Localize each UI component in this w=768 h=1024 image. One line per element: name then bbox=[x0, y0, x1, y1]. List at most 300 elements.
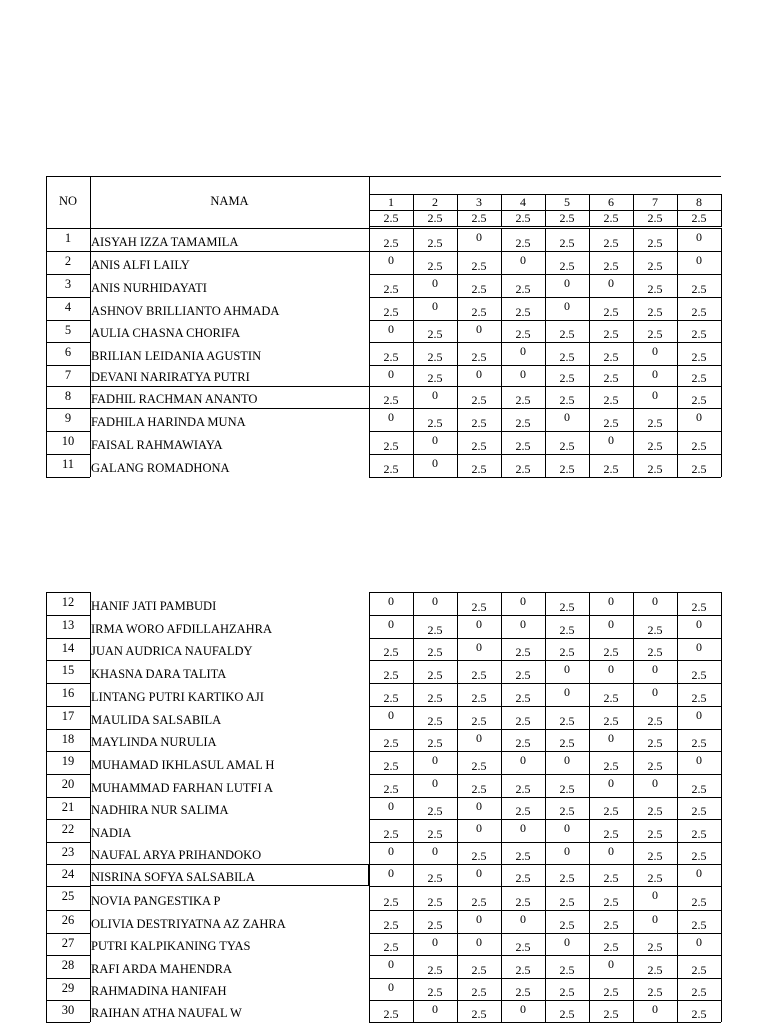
score-cell: 0 bbox=[476, 367, 482, 381]
score-cell: 0 bbox=[476, 799, 482, 813]
block-bottom-score-border bbox=[369, 1022, 721, 1023]
score-cell: 2.5 bbox=[515, 804, 531, 818]
score-cell: 2.5 bbox=[647, 985, 663, 999]
row-no-border bbox=[46, 1000, 90, 1001]
score-cell: 2.5 bbox=[515, 439, 531, 453]
score-cell: 2.5 bbox=[427, 623, 443, 637]
score-cell: 2.5 bbox=[647, 940, 663, 954]
student-name: NAUFAL ARYA PRIHANDOKO bbox=[91, 848, 262, 862]
column-number-label: 3 bbox=[476, 195, 482, 209]
row-number: 12 bbox=[61, 595, 75, 609]
score-cell: 2.5 bbox=[559, 895, 575, 909]
score-cell: 2.5 bbox=[383, 439, 399, 453]
column-weight-label: 2.5 bbox=[427, 211, 443, 225]
score-cell: 0 bbox=[476, 912, 482, 926]
score-cell: 2.5 bbox=[383, 827, 399, 841]
score-cell: 0 bbox=[608, 957, 614, 971]
score-cell: 0 bbox=[388, 322, 394, 336]
row-score-border bbox=[369, 933, 721, 934]
score-cell: 2.5 bbox=[471, 782, 487, 796]
score-cell: 2.5 bbox=[647, 282, 663, 296]
student-name: NOVIA PANGESTIKA P bbox=[91, 894, 221, 908]
score-cell: 2.5 bbox=[471, 393, 487, 407]
score-cell: 2.5 bbox=[427, 804, 443, 818]
score-cell: 2.5 bbox=[515, 782, 531, 796]
student-name: JUAN AUDRICA NAUFALDY bbox=[91, 644, 253, 658]
row-no-border bbox=[46, 386, 90, 387]
score-cell: 2.5 bbox=[691, 600, 707, 614]
column-number-label: 7 bbox=[652, 195, 658, 209]
score-cell: 2.5 bbox=[515, 871, 531, 885]
row-score-border bbox=[369, 386, 721, 387]
score-cell: 2.5 bbox=[383, 759, 399, 773]
score-cell: 2.5 bbox=[559, 259, 575, 273]
score-cell: 2.5 bbox=[471, 600, 487, 614]
row-no-border bbox=[46, 706, 90, 707]
score-cell: 0 bbox=[564, 935, 570, 949]
row-no-border bbox=[46, 251, 90, 252]
score-cell: 2.5 bbox=[471, 416, 487, 430]
row-number: 25 bbox=[61, 889, 75, 903]
score-cell: 2.5 bbox=[471, 849, 487, 863]
score-cell: 2.5 bbox=[647, 849, 663, 863]
score-cell: 0 bbox=[696, 230, 702, 244]
score-cell: 2.5 bbox=[559, 327, 575, 341]
block-right-border bbox=[721, 228, 722, 477]
row-number: 30 bbox=[61, 1003, 75, 1017]
row-score-border bbox=[369, 729, 721, 730]
score-cell: 2.5 bbox=[471, 963, 487, 977]
row-no-border bbox=[46, 660, 90, 661]
student-name: FAISAL RAHMAWIAYA bbox=[91, 438, 223, 452]
score-cell: 2.5 bbox=[603, 416, 619, 430]
row-no-border bbox=[46, 342, 90, 343]
score-cell: 2.5 bbox=[647, 871, 663, 885]
score-cell: 0 bbox=[652, 594, 658, 608]
score-cell: 2.5 bbox=[515, 327, 531, 341]
score-cell: 0 bbox=[432, 388, 438, 402]
student-name: MUHAMMAD FARHAN LUTFI A bbox=[91, 781, 274, 795]
score-cell: 2.5 bbox=[559, 462, 575, 476]
score-cell: 2.5 bbox=[427, 985, 443, 999]
score-cell: 0 bbox=[696, 617, 702, 631]
score-cell: 2.5 bbox=[515, 940, 531, 954]
column-weight-label: 2.5 bbox=[647, 211, 663, 225]
row-score-border bbox=[369, 774, 721, 775]
score-cell: 2.5 bbox=[427, 736, 443, 750]
row-score-border bbox=[369, 660, 721, 661]
header-bottom-border bbox=[46, 228, 370, 229]
score-cell: 0 bbox=[476, 821, 482, 835]
score-cell: 0 bbox=[520, 344, 526, 358]
score-cell: 2.5 bbox=[515, 236, 531, 250]
score-cell: 2.5 bbox=[603, 393, 619, 407]
score-cell: 0 bbox=[388, 708, 394, 722]
row-number: 11 bbox=[61, 457, 75, 471]
score-cell: 2.5 bbox=[559, 871, 575, 885]
row-no-border bbox=[46, 797, 90, 798]
score-cell: 0 bbox=[652, 662, 658, 676]
score-cell: 2.5 bbox=[471, 439, 487, 453]
row-score-border bbox=[369, 683, 721, 684]
score-cell: 2.5 bbox=[647, 236, 663, 250]
score-cell: 2.5 bbox=[383, 305, 399, 319]
score-cell: 2.5 bbox=[691, 827, 707, 841]
score-cell: 2.5 bbox=[603, 827, 619, 841]
row-no-border bbox=[46, 408, 90, 409]
row-no-border bbox=[46, 886, 90, 887]
row-no-border bbox=[46, 320, 90, 321]
score-cell: 2.5 bbox=[383, 1007, 399, 1021]
score-cell: 2.5 bbox=[471, 282, 487, 296]
row-no-border bbox=[46, 274, 90, 275]
score-cell: 2.5 bbox=[603, 350, 619, 364]
column-number-label: 4 bbox=[520, 195, 526, 209]
score-cell: 2.5 bbox=[427, 827, 443, 841]
score-cell: 2.5 bbox=[559, 804, 575, 818]
row-no-border bbox=[46, 751, 90, 752]
block-bottom-no-border bbox=[46, 1022, 90, 1023]
score-cell: 2.5 bbox=[559, 439, 575, 453]
row-number: 6 bbox=[64, 345, 72, 359]
row-number: 26 bbox=[61, 913, 75, 927]
header-right-border bbox=[721, 194, 722, 227]
score-cell: 2.5 bbox=[691, 691, 707, 705]
score-cell: 0 bbox=[520, 367, 526, 381]
score-cell: 0 bbox=[652, 344, 658, 358]
score-cell: 0 bbox=[564, 410, 570, 424]
score-cell: 0 bbox=[432, 299, 438, 313]
student-name: FADHILA HARINDA MUNA bbox=[91, 415, 246, 429]
score-cell: 2.5 bbox=[647, 645, 663, 659]
score-cell: 0 bbox=[388, 253, 394, 267]
score-cell: 2.5 bbox=[471, 462, 487, 476]
score-cell: 2.5 bbox=[471, 759, 487, 773]
row-number: 27 bbox=[61, 936, 75, 950]
score-cell: 2.5 bbox=[691, 350, 707, 364]
row-number: 3 bbox=[64, 277, 72, 291]
row-score-border bbox=[369, 431, 721, 432]
score-cell: 2.5 bbox=[603, 305, 619, 319]
row-score-border bbox=[369, 910, 721, 911]
row-score-border bbox=[369, 320, 721, 321]
score-cell: 2.5 bbox=[383, 782, 399, 796]
student-name: DEVANI NARIRATYA PUTRI bbox=[91, 370, 250, 384]
student-name: AULIA CHASNA CHORIFA bbox=[91, 326, 241, 340]
score-cell: 2.5 bbox=[691, 371, 707, 385]
score-cell: 2.5 bbox=[515, 393, 531, 407]
score-cell: 2.5 bbox=[603, 871, 619, 885]
score-cell: 2.5 bbox=[691, 782, 707, 796]
score-cell: 2.5 bbox=[515, 645, 531, 659]
block-bottom-no-border bbox=[46, 477, 90, 478]
score-cell: 2.5 bbox=[427, 918, 443, 932]
score-cell: 2.5 bbox=[559, 600, 575, 614]
name-underline bbox=[90, 386, 369, 387]
row-no-border bbox=[46, 819, 90, 820]
row-number: 18 bbox=[61, 732, 75, 746]
row-score-border bbox=[369, 592, 721, 593]
row-score-border bbox=[369, 797, 721, 798]
column-number-label: 2 bbox=[432, 195, 438, 209]
column-weight-label: 2.5 bbox=[559, 211, 575, 225]
score-cell: 2.5 bbox=[471, 714, 487, 728]
row-score-border bbox=[369, 274, 721, 275]
score-cell: 0 bbox=[608, 844, 614, 858]
score-cell: 0 bbox=[432, 1002, 438, 1016]
no-column-header: NO bbox=[58, 194, 78, 208]
score-cell: 0 bbox=[608, 594, 614, 608]
row-no-border bbox=[46, 842, 90, 843]
score-cell: 2.5 bbox=[515, 282, 531, 296]
score-cell: 2.5 bbox=[603, 691, 619, 705]
score-cell: 0 bbox=[476, 731, 482, 745]
score-cell: 2.5 bbox=[471, 1007, 487, 1021]
student-name: KHASNA DARA TALITA bbox=[91, 667, 227, 681]
score-cell: 2.5 bbox=[647, 259, 663, 273]
row-no-border bbox=[46, 228, 90, 229]
score-cell: 2.5 bbox=[647, 827, 663, 841]
row-score-border bbox=[369, 819, 721, 820]
score-cell: 2.5 bbox=[691, 327, 707, 341]
score-cell: 2.5 bbox=[471, 985, 487, 999]
score-cell: 2.5 bbox=[603, 462, 619, 476]
score-cell: 0 bbox=[520, 594, 526, 608]
score-cell: 2.5 bbox=[515, 305, 531, 319]
row-number: 1 bbox=[64, 231, 72, 245]
score-cell: 0 bbox=[388, 367, 394, 381]
score-cell: 2.5 bbox=[427, 259, 443, 273]
student-name: GALANG ROMADHONA bbox=[91, 461, 230, 475]
score-cell: 2.5 bbox=[647, 327, 663, 341]
score-cell: 0 bbox=[520, 253, 526, 267]
score-cell: 0 bbox=[432, 433, 438, 447]
score-cell: 0 bbox=[432, 776, 438, 790]
score-cell: 2.5 bbox=[603, 327, 619, 341]
row-score-border bbox=[369, 842, 721, 843]
score-cell: 0 bbox=[696, 640, 702, 654]
row-number: 20 bbox=[61, 777, 75, 791]
score-cell: 2.5 bbox=[647, 736, 663, 750]
row-no-border bbox=[46, 297, 90, 298]
score-cell: 2.5 bbox=[383, 350, 399, 364]
row-number: 15 bbox=[61, 663, 75, 677]
row-no-border bbox=[46, 454, 90, 455]
student-name: FADHIL RACHMAN ANANTO bbox=[91, 392, 258, 406]
score-cell: 0 bbox=[608, 276, 614, 290]
student-name: ANIS ALFI LAILY bbox=[91, 258, 190, 272]
score-cell: 0 bbox=[608, 776, 614, 790]
column-weight-label: 2.5 bbox=[603, 211, 619, 225]
row-score-border bbox=[369, 864, 721, 865]
score-cell: 2.5 bbox=[427, 371, 443, 385]
score-cell: 2.5 bbox=[383, 645, 399, 659]
column-weight-label: 2.5 bbox=[383, 211, 399, 225]
column-weight-label: 2.5 bbox=[515, 211, 531, 225]
score-cell: 0 bbox=[432, 935, 438, 949]
row-number: 23 bbox=[61, 845, 75, 859]
row-number: 5 bbox=[64, 323, 72, 337]
score-cell: 0 bbox=[652, 912, 658, 926]
student-name: BRILIAN LEIDANIA AGUSTIN bbox=[91, 349, 262, 363]
score-cell: 2.5 bbox=[559, 393, 575, 407]
column-weight-label: 2.5 bbox=[471, 211, 487, 225]
score-cell: 2.5 bbox=[515, 462, 531, 476]
score-cell: 2.5 bbox=[647, 714, 663, 728]
score-cell: 2.5 bbox=[427, 691, 443, 705]
score-cell: 0 bbox=[608, 662, 614, 676]
score-cell: 2.5 bbox=[427, 416, 443, 430]
row-no-border bbox=[46, 933, 90, 934]
student-name: NADIA bbox=[91, 826, 132, 840]
score-header-top-border bbox=[369, 176, 721, 177]
score-cell: 2.5 bbox=[515, 714, 531, 728]
row-no-border bbox=[46, 774, 90, 775]
row-number: 22 bbox=[61, 822, 75, 836]
score-cell: 0 bbox=[564, 844, 570, 858]
row-number: 21 bbox=[61, 800, 75, 814]
score-cell: 2.5 bbox=[427, 645, 443, 659]
score-cell: 0 bbox=[608, 731, 614, 745]
score-cell: 2.5 bbox=[603, 645, 619, 659]
score-cell: 0 bbox=[652, 1002, 658, 1016]
row-number: 29 bbox=[61, 981, 75, 995]
row-no-border bbox=[46, 729, 90, 730]
row-number: 10 bbox=[61, 434, 75, 448]
score-cell: 0 bbox=[520, 912, 526, 926]
student-name: ASHNOV BRILLIANTO AHMADA bbox=[91, 304, 280, 318]
row-no-border bbox=[46, 431, 90, 432]
score-cell: 2.5 bbox=[691, 282, 707, 296]
score-cell: 0 bbox=[520, 821, 526, 835]
score-cell: 0 bbox=[520, 753, 526, 767]
student-name: NISRINA SOFYA SALSABILA bbox=[91, 870, 255, 884]
score-cell: 2.5 bbox=[427, 963, 443, 977]
score-cell: 2.5 bbox=[471, 895, 487, 909]
column-number-label: 5 bbox=[564, 195, 570, 209]
score-cell: 0 bbox=[696, 866, 702, 880]
score-cell: 2.5 bbox=[471, 350, 487, 364]
column-weight-label: 2.5 bbox=[691, 211, 707, 225]
column-number-label: 8 bbox=[696, 195, 702, 209]
score-cell: 2.5 bbox=[647, 416, 663, 430]
score-cell: 2.5 bbox=[383, 668, 399, 682]
score-cell: 0 bbox=[652, 776, 658, 790]
score-cell: 0 bbox=[652, 388, 658, 402]
score-cell: 2.5 bbox=[383, 940, 399, 954]
score-cell: 0 bbox=[608, 433, 614, 447]
student-name: MUHAMAD IKHLASUL AMAL H bbox=[91, 758, 275, 772]
score-cell: 0 bbox=[476, 935, 482, 949]
score-cell: 2.5 bbox=[559, 736, 575, 750]
score-cell: 0 bbox=[432, 753, 438, 767]
score-cell: 0 bbox=[388, 844, 394, 858]
score-cell: 2.5 bbox=[383, 282, 399, 296]
row-number: 24 bbox=[61, 867, 75, 881]
score-cell: 0 bbox=[476, 230, 482, 244]
score-cell: 2.5 bbox=[603, 371, 619, 385]
column-number-label: 6 bbox=[608, 195, 614, 209]
row-score-border bbox=[369, 365, 721, 366]
row-number: 8 bbox=[64, 389, 72, 403]
name-underline bbox=[90, 251, 369, 252]
row-number: 9 bbox=[64, 411, 72, 425]
row-number: 17 bbox=[61, 709, 75, 723]
row-no-border bbox=[46, 978, 90, 979]
row-number: 14 bbox=[61, 641, 75, 655]
score-cell: 0 bbox=[696, 410, 702, 424]
score-cell: 2.5 bbox=[427, 350, 443, 364]
score-cell: 0 bbox=[432, 844, 438, 858]
row-score-border bbox=[369, 886, 721, 887]
score-cell: 2.5 bbox=[427, 236, 443, 250]
score-cell: 2.5 bbox=[603, 759, 619, 773]
row-score-border bbox=[369, 454, 721, 455]
score-cell: 2.5 bbox=[383, 462, 399, 476]
score-cell: 0 bbox=[696, 708, 702, 722]
score-cell: 2.5 bbox=[427, 871, 443, 885]
selected-cell-right bbox=[368, 864, 369, 886]
row-no-border bbox=[46, 910, 90, 911]
student-name: MAULIDA SALSABILA bbox=[91, 713, 222, 727]
score-cell: 2.5 bbox=[383, 393, 399, 407]
row-number: 13 bbox=[61, 618, 75, 632]
score-cell: 2.5 bbox=[471, 259, 487, 273]
score-cell: 0 bbox=[476, 617, 482, 631]
row-score-border bbox=[369, 408, 721, 409]
score-cell: 0 bbox=[388, 799, 394, 813]
score-cell: 2.5 bbox=[647, 759, 663, 773]
score-cell: 0 bbox=[388, 594, 394, 608]
score-cell: 2.5 bbox=[603, 714, 619, 728]
score-cell: 2.5 bbox=[691, 462, 707, 476]
score-cell: 2.5 bbox=[515, 416, 531, 430]
score-cell: 0 bbox=[432, 456, 438, 470]
score-cell: 0 bbox=[608, 617, 614, 631]
block-bottom-score-border bbox=[369, 477, 721, 478]
score-cell: 2.5 bbox=[691, 736, 707, 750]
student-name: NADHIRA NUR SALIMA bbox=[91, 803, 229, 817]
score-cell: 2.5 bbox=[427, 668, 443, 682]
score-cell: 0 bbox=[652, 888, 658, 902]
score-cell: 2.5 bbox=[515, 963, 531, 977]
score-cell: 0 bbox=[564, 276, 570, 290]
student-name: AISYAH IZZA TAMAMILA bbox=[91, 235, 239, 249]
column-number-label: 1 bbox=[388, 195, 394, 209]
student-name: OLIVIA DESTRIYATNA AZ ZAHRA bbox=[91, 917, 286, 931]
score-cell: 2.5 bbox=[515, 691, 531, 705]
score-cell: 2.5 bbox=[603, 804, 619, 818]
score-cell: 0 bbox=[564, 685, 570, 699]
score-cell: 2.5 bbox=[691, 393, 707, 407]
score-cell: 2.5 bbox=[515, 895, 531, 909]
score-cell: 0 bbox=[432, 594, 438, 608]
score-cell: 2.5 bbox=[427, 895, 443, 909]
score-cell: 2.5 bbox=[691, 918, 707, 932]
score-cell: 2.5 bbox=[427, 327, 443, 341]
selected-cell-bottom bbox=[90, 885, 369, 886]
score-cell: 2.5 bbox=[559, 623, 575, 637]
score-cell: 2.5 bbox=[559, 371, 575, 385]
score-cell: 2.5 bbox=[559, 985, 575, 999]
row-no-border bbox=[46, 365, 90, 366]
score-cell: 2.5 bbox=[515, 985, 531, 999]
score-cell: 0 bbox=[520, 1002, 526, 1016]
block-right-border bbox=[721, 592, 722, 1022]
name-underline bbox=[90, 408, 369, 409]
student-name: MAYLINDA NURULIA bbox=[91, 735, 217, 749]
score-cell: 2.5 bbox=[515, 849, 531, 863]
